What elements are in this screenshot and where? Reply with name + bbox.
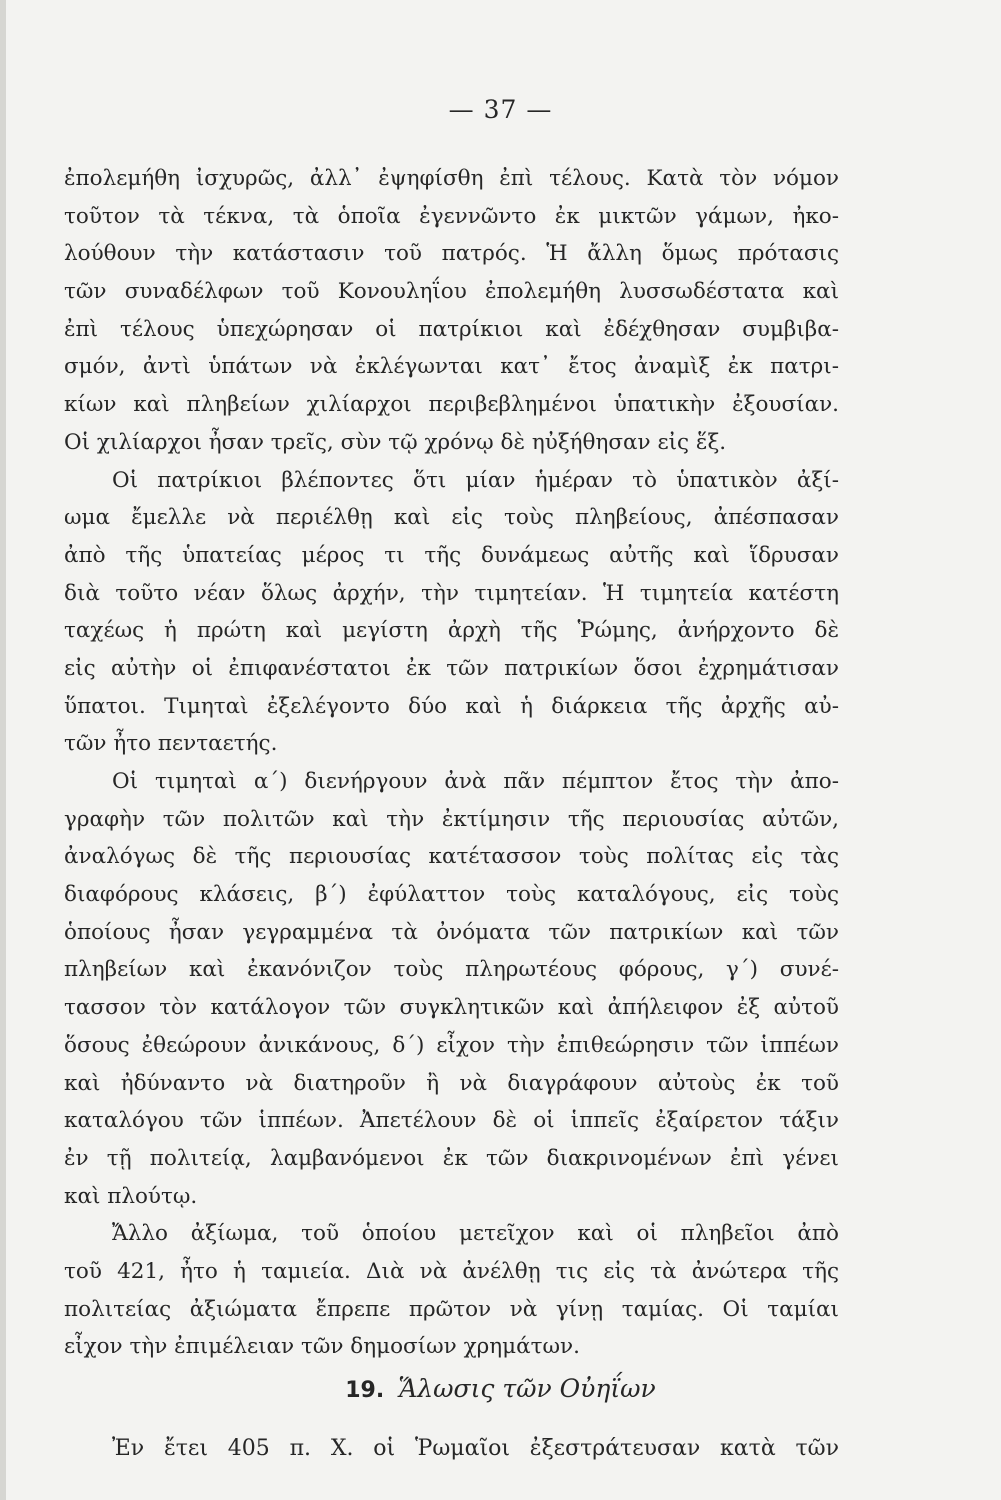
text-line: ὅσους ἐθεώρουν ἀνικάνους, δ΄) εἶχον τὴν ἐπιθεώρησιν τῶν ἱππέων (64, 1032, 839, 1058)
text-line: κίων καὶ πληβείων χιλίαρχοι περιβεβλημένοι ὑπατικὴν ἐξουσίαν. (64, 392, 839, 418)
text-line: γραφὴν τῶν πολιτῶν καὶ τὴν ἐκτίμησιν τῆς περιουσίας αὐτῶν, (64, 806, 839, 832)
text-line: ἀναλόγως δὲ τῆς περιουσίας κατέτασσον τοὺς πολίτας εἰς τὰς (64, 844, 839, 870)
text-line: ἀπὸ τῆς ὑπατείας μέρος τι τῆς δυνάμεως αὐτῆς καὶ ἵδρυσαν (64, 542, 839, 568)
text-line: τῶν συναδέλφων τοῦ Κονουληΐου ἐπολεμήθη λυσσωδέστατα καὶ (64, 279, 839, 305)
text-line: διὰ τοῦτο νέαν ὅλως ἀρχήν, τὴν τιμητείαν. Ἡ τιμητεία κατέστη (64, 580, 839, 606)
text-line: ωμα ἔμελλε νὰ περιέλθῃ καὶ εἰς τοὺς πληβείους, ἀπέσπασαν (64, 505, 839, 531)
paragraph (64, 462, 839, 764)
section-heading (0, 1374, 1001, 1403)
text-line: εἶχον τὴν ἐπιμέλειαν τῶν δημοσίων χρημάτων. (64, 1334, 580, 1360)
text-line: ἐν τῇ πολιτείᾳ, λαμβανόμενοι ἐκ τῶν διακρινομένων ἐπὶ γένει (64, 1145, 839, 1171)
text-line: ἐπολεμήθη ἰσχυρῶς, ἀλλ᾽ ἐψηφίσθη ἐπὶ τέλους. Κατὰ τὸν νόμον (64, 166, 839, 191)
text-line: Οἱ τιμηταὶ α΄) διενήργουν ἀνὰ πᾶν πέμπτον ἔτος τὴν ἀπο- (112, 769, 839, 794)
text-line: Οἱ χιλίαρχοι ἦσαν τρεῖς, σὺν τῷ χρόνῳ δὲ ηὐξήθησαν εἰς ἕξ. (64, 429, 727, 455)
section-number: 19. (345, 1378, 385, 1403)
paragraph (64, 1215, 839, 1366)
text-line: ἐπὶ τέλους ὑπεχώρησαν οἱ πατρίκιοι καὶ ἐδέχθησαν συμβιβα- (64, 316, 839, 342)
text-line: διαφόρους κλάσεις, β΄) ἐφύλαττον τοὺς καταλόγους, εἰς τοὺς (64, 882, 839, 908)
page-edge (0, 0, 6, 1500)
text-line: Ἐν ἔτει 405 π. Χ. οἱ Ῥωμαῖοι ἐξεστράτευσαν κατὰ τῶν (112, 1436, 839, 1461)
text-line: καὶ πλούτῳ. (64, 1183, 198, 1209)
text-line: ταχέως ἡ πρώτη καὶ μεγίστη ἀρχὴ τῆς Ῥώμης, ἀνήρχοντο δὲ (64, 618, 839, 644)
text-line: τοῦ 421, ἦτο ἡ ταμιεία. Διὰ νὰ ἀνέλθῃ τις εἰς τὰ ἀνώτερα τῆς (64, 1258, 839, 1284)
text-line: ὁποίους ἦσαν γεγραμμένα τὰ ὀνόματα τῶν πατρικίων καὶ τῶν (64, 919, 839, 945)
text-line: ὕπατοι. Τιμηταὶ ἐξελέγοντο δύο καὶ ἡ διάρκεια τῆς ἀρχῆς αὐ- (64, 693, 839, 719)
text-line: λούθουν τὴν κατάστασιν τοῦ πατρός. Ἡ ἄλλη ὅμως πρότασις (64, 241, 839, 267)
text-line: Οἱ πατρίκιοι βλέποντες ὅτι μίαν ἡμέραν τὸ ὑπατικὸν ἀξί- (112, 467, 839, 493)
text-line: Ἄλλο ἀξίωμα, τοῦ ὁποίου μετεῖχον καὶ οἱ πληβεῖοι ἀπὸ (112, 1221, 839, 1247)
text-line: τασσον τὸν κατάλογον τῶν συγκλητικῶν καὶ ἀπήλειφον ἐξ αὐτοῦ (64, 995, 839, 1021)
text-line: πολιτείας ἀξιώματα ἔπρεπε πρῶτον νὰ γίνῃ ταμίας. Οἱ ταμίαι (64, 1296, 839, 1322)
text-line: καταλόγου τῶν ἱππέων. Ἀπετέλουν δὲ οἱ ἱππεῖς ἐξαίρετον τάξιν (64, 1108, 839, 1134)
paragraph (64, 160, 839, 462)
text-line: καὶ ἠδύναντο νὰ διατηροῦν ἢ νὰ διαγράφουν αὐτοὺς ἐκ τοῦ (64, 1070, 839, 1096)
section-title: Ἅλωσις τῶν Οὐηΐων (398, 1374, 656, 1403)
text-line: τῶν ἦτο πενταετής. (64, 731, 278, 757)
text-line: σμόν, ἀντὶ ὑπάτων νὰ ἐκλέγωνται κατ᾽ ἔτος ἀναμὶξ ἐκ πατρι- (64, 354, 839, 380)
body-text (64, 160, 839, 1366)
text-line: τοῦτον τὰ τέκνα, τὰ ὁποῖα ἐγεννῶντο ἐκ μικτῶν γάμων, ἠκο- (64, 203, 839, 229)
page-number: — 37 — (448, 95, 553, 124)
paragraph (64, 763, 839, 1215)
text-line: εἰς αὐτὴν οἱ ἐπιφανέστατοι ἐκ τῶν πατρικίων ὅσοι ἐχρημάτισαν (64, 655, 839, 681)
text-line: πληβείων καὶ ἐκανόνιζον τοὺς πληρωτέους φόρους, γ΄) συνέ- (64, 957, 839, 983)
